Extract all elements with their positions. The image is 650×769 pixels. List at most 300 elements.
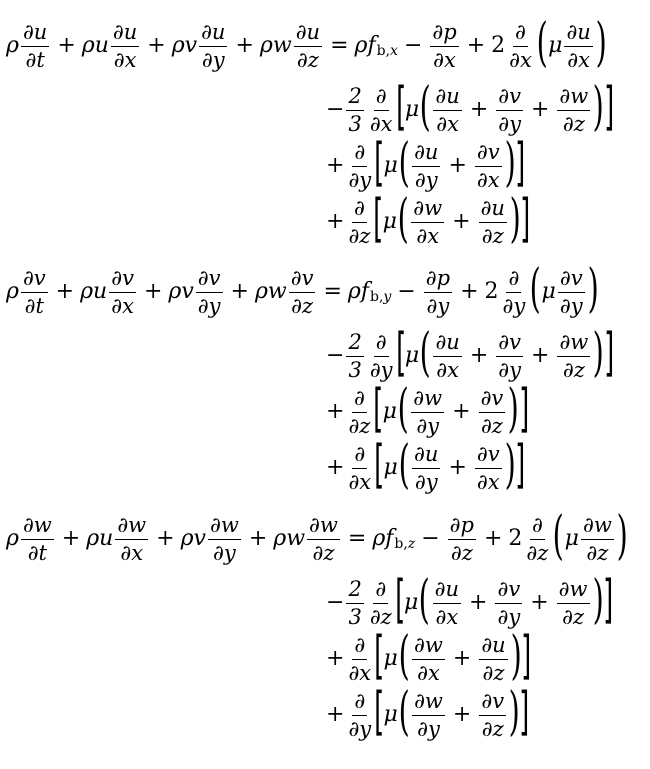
rho-symbol: ρ	[259, 33, 273, 58]
cross-term-a-numerator: ∂w	[411, 387, 444, 412]
pressure-gradient-denominator: ∂z	[450, 540, 473, 565]
subscript-b: b,	[376, 43, 391, 59]
div-term-v-denominator: ∂y	[498, 111, 521, 136]
cross-term-b-numerator: ∂u	[479, 197, 507, 222]
plus-sign: +	[326, 209, 345, 234]
lhs-derivative-numerator: ∂v	[21, 267, 48, 292]
cross-term-a-numerator: ∂w	[411, 197, 444, 222]
subscript-axis: y	[383, 289, 392, 305]
cross-term-a-numerator: ∂u	[412, 443, 440, 468]
body-force-f: f	[367, 33, 376, 58]
cross-term	[326, 682, 530, 745]
rho-symbol: ρ	[354, 33, 368, 58]
left-paren: (	[536, 13, 548, 73]
lhs-derivative-numerator: ∂u	[294, 21, 322, 46]
equation-u-line-1	[0, 13, 650, 76]
coefficient-two: 2	[491, 33, 506, 58]
plus-sign: +	[326, 455, 345, 480]
cross-outer-derivative-denominator: ∂y	[348, 716, 372, 741]
plus-sign: +	[326, 153, 345, 178]
div-term-u-denominator: ∂x	[436, 111, 459, 136]
right-paren: )	[507, 379, 520, 439]
cross-group	[374, 682, 530, 742]
viscous-main-group	[536, 13, 607, 73]
cross-outer-derivative	[346, 387, 372, 436]
equation-u-line-2	[0, 77, 650, 140]
left-bracket: [	[394, 570, 405, 630]
equals-sign: =	[330, 33, 349, 58]
left-paren: (	[529, 259, 541, 319]
right-bracket: ]	[521, 626, 532, 686]
equals-sign: =	[347, 526, 367, 551]
viscous-inner-derivative-numerator: ∂w	[581, 514, 614, 539]
cross-term-b-denominator: ∂z	[481, 223, 504, 248]
div-term-w-numerator: ∂w	[557, 331, 590, 356]
cross-term-b-numerator: ∂v	[475, 141, 502, 166]
plus-sign: +	[235, 33, 254, 58]
plus-sign: +	[326, 646, 345, 671]
rho-symbol: ρ	[168, 279, 182, 304]
mu-symbol: μ	[404, 590, 419, 615]
cross-term-a-numerator: ∂w	[412, 634, 445, 659]
right-bracket: ]	[519, 682, 530, 742]
div-term-v-numerator: ∂v	[496, 331, 523, 356]
viscous-inner-derivative	[558, 267, 585, 316]
viscous-outer-derivative-denominator: ∂y	[502, 293, 526, 318]
left-bracket: [	[395, 323, 406, 383]
lhs-derivative	[21, 21, 49, 70]
viscous-inner-derivative-denominator: ∂z	[586, 540, 609, 565]
lhs-derivative-numerator: ∂w	[21, 514, 54, 539]
lhs-derivative	[289, 267, 316, 316]
divergence-outer-derivative-denominator: ∂x	[369, 111, 393, 136]
div-term-w	[557, 578, 590, 627]
right-paren: )	[504, 435, 516, 495]
divergence-outer-derivative-numerator: ∂	[374, 85, 389, 110]
body-force-subscript	[394, 537, 415, 551]
rho-symbol: ρ	[81, 33, 95, 58]
lhs-derivative-denominator: ∂x	[111, 293, 134, 318]
rho-symbol: ρ	[254, 279, 268, 304]
div-term-v	[496, 331, 523, 380]
left-bracket: [	[374, 133, 385, 193]
left-bracket: [	[373, 189, 384, 249]
body-force-subscript	[370, 290, 391, 304]
cross-outer-derivative	[346, 443, 373, 492]
viscous-outer-derivative	[524, 514, 550, 563]
left-paren: (	[398, 626, 410, 686]
div-term-w	[557, 331, 590, 380]
left-bracket: [	[374, 435, 385, 495]
div-term-u	[433, 578, 461, 627]
lhs-derivative-numerator: ∂w	[307, 514, 340, 539]
right-paren: )	[616, 506, 628, 566]
lhs-derivative-numerator: ∂v	[109, 267, 136, 292]
cross-outer-derivative-denominator: ∂y	[348, 167, 372, 192]
cross-outer-derivative-numerator: ∂	[352, 634, 367, 659]
cross-outer-derivative	[346, 634, 373, 683]
div-term-u-denominator: ∂x	[436, 357, 459, 382]
cross-term-b-numerator: ∂v	[479, 690, 506, 715]
cross-term-b-numerator: ∂v	[475, 443, 502, 468]
cross-term-a-denominator: ∂y	[417, 716, 440, 741]
rho-symbol: ρ	[372, 526, 386, 551]
lhs-derivative-denominator: ∂x	[113, 47, 137, 72]
cross-term-b	[475, 141, 502, 190]
plus-sign: +	[326, 702, 345, 727]
plus-sign: +	[326, 399, 345, 424]
two-thirds	[346, 331, 363, 380]
two-thirds-numerator: 2	[346, 331, 363, 356]
lhs-derivative-denominator: ∂z	[296, 47, 319, 72]
velocity-coefficient: v	[193, 526, 206, 551]
two-thirds	[346, 578, 363, 627]
two-thirds-denominator: 3	[348, 604, 362, 629]
cross-outer-derivative-denominator: ∂z	[348, 413, 371, 438]
cross-term-a	[412, 690, 445, 739]
div-term-v	[496, 85, 523, 134]
divergence-group	[395, 323, 614, 383]
pressure-gradient-numerator: ∂p	[424, 267, 452, 292]
lhs-derivative	[111, 21, 139, 70]
coefficient-two: 2	[484, 279, 499, 304]
equation-u-line-3	[0, 133, 650, 196]
lhs-derivative	[199, 21, 227, 70]
viscous-outer-derivative	[507, 21, 534, 70]
equation-w-line-4	[0, 682, 650, 745]
cross-term-b-denominator: ∂z	[480, 413, 503, 438]
cross-group	[373, 379, 529, 439]
viscous-inner-derivative	[581, 514, 614, 563]
equation-v-line-2	[0, 323, 650, 386]
velocity-coefficient: v	[181, 279, 194, 304]
cross-term-b	[479, 197, 507, 246]
mu-symbol: μ	[564, 526, 579, 551]
right-paren: )	[592, 570, 604, 630]
right-paren: )	[587, 259, 599, 319]
div-term-w	[557, 85, 590, 134]
velocity-coefficient: u	[99, 526, 114, 551]
lhs-derivative-denominator: ∂x	[120, 540, 144, 565]
plus-sign: +	[483, 526, 503, 551]
cross-term-b-denominator: ∂z	[482, 660, 505, 685]
lhs-derivative-denominator: ∂t	[25, 47, 45, 72]
cross-term-a	[411, 197, 444, 246]
mu-symbol: μ	[383, 702, 398, 727]
cross-term-b-numerator: ∂v	[479, 387, 506, 412]
cross-term-a-denominator: ∂x	[416, 223, 440, 248]
minus-sign: −	[326, 97, 345, 122]
rho-symbol: ρ	[273, 526, 287, 551]
right-bracket: ]	[602, 570, 614, 630]
lhs-derivative-denominator: ∂z	[291, 293, 314, 318]
rho-symbol: ρ	[6, 526, 19, 551]
viscous-outer-derivative	[501, 267, 528, 316]
div-term-v-denominator: ∂y	[498, 357, 522, 382]
viscous-inner-derivative-numerator: ∂u	[564, 21, 592, 46]
rho-symbol: ρ	[86, 526, 100, 551]
div-term-v-numerator: ∂v	[495, 578, 522, 603]
coefficient-two: 2	[508, 526, 523, 551]
divergence-outer-derivative-denominator: ∂z	[369, 604, 392, 629]
left-paren: (	[398, 133, 410, 193]
minus-sign: −	[421, 526, 440, 551]
equation-w-line-1	[0, 506, 650, 569]
viscous-outer-derivative-denominator: ∂z	[526, 540, 549, 565]
viscous-outer-derivative-numerator: ∂	[506, 267, 521, 292]
pressure-gradient	[448, 514, 476, 563]
left-paren: (	[397, 189, 409, 249]
divergence-outer-derivative	[368, 331, 395, 380]
velocity-coefficient: w	[272, 33, 292, 58]
mu-symbol: μ	[383, 455, 398, 480]
right-bracket: ]	[515, 133, 526, 193]
rho-symbol: ρ	[180, 526, 194, 551]
pressure-gradient-denominator: ∂x	[433, 47, 456, 72]
div-term-u-numerator: ∂u	[433, 331, 461, 356]
minus-sign: −	[326, 343, 345, 368]
mu-symbol: μ	[404, 97, 420, 122]
lhs-derivative-denominator: ∂y	[197, 293, 221, 318]
body-force-f: f	[385, 526, 394, 551]
subscript-axis: x	[390, 43, 398, 59]
lhs-derivative-numerator: ∂w	[208, 514, 241, 539]
plus-sign: +	[452, 646, 472, 671]
plus-sign: +	[448, 153, 467, 178]
lhs-derivative	[21, 514, 54, 563]
viscous-outer-derivative-numerator: ∂	[530, 514, 545, 539]
plus-sign: +	[531, 343, 550, 368]
divergence-term	[326, 77, 614, 140]
viscous-inner-derivative-numerator: ∂v	[558, 267, 585, 292]
subscript-axis: z	[407, 536, 416, 552]
cross-group	[374, 626, 532, 686]
left-paren: (	[419, 77, 431, 137]
div-term-u	[433, 85, 461, 134]
right-paren: )	[504, 133, 516, 193]
viscous-main-group	[552, 506, 628, 566]
right-paren: )	[509, 189, 521, 249]
cross-term-a-numerator: ∂u	[412, 141, 440, 166]
divergence-term	[326, 323, 614, 386]
left-paren: (	[397, 379, 409, 439]
lhs-derivative-numerator: ∂v	[289, 267, 316, 292]
two-thirds-numerator: 2	[346, 578, 363, 603]
div-term-u-denominator: ∂x	[435, 604, 459, 629]
cross-group	[374, 133, 526, 193]
left-bracket: [	[395, 77, 406, 137]
equation-v-line-4	[0, 435, 650, 498]
cross-term	[326, 133, 526, 196]
plus-sign: +	[469, 343, 489, 368]
left-bracket: [	[373, 379, 384, 439]
left-paren: (	[398, 435, 410, 495]
plus-sign: +	[61, 526, 81, 551]
body-force-subscript	[377, 44, 398, 58]
cross-term-a	[412, 634, 445, 683]
velocity-coefficient: w	[286, 526, 306, 551]
plus-sign: +	[469, 590, 488, 615]
div-term-w-numerator: ∂w	[557, 85, 590, 110]
cross-group	[373, 189, 531, 249]
lhs-derivative	[208, 514, 241, 563]
cross-term-b-denominator: ∂z	[481, 716, 504, 741]
cross-term	[326, 379, 529, 442]
minus-sign: −	[326, 590, 345, 615]
lhs-derivative-denominator: ∂t	[27, 540, 48, 565]
minus-sign: −	[397, 279, 416, 304]
cross-term	[326, 435, 526, 498]
divergence-outer-derivative-numerator: ∂	[374, 331, 389, 356]
cross-term-a-denominator: ∂y	[414, 469, 438, 494]
right-bracket: ]	[520, 189, 531, 249]
right-paren: )	[595, 13, 607, 73]
cross-outer-derivative-numerator: ∂	[352, 197, 367, 222]
mu-symbol: μ	[383, 153, 398, 178]
div-term-u-numerator: ∂u	[433, 578, 461, 603]
cross-term-b-denominator: ∂x	[476, 167, 500, 192]
plus-sign: +	[57, 33, 76, 58]
cross-term-a-denominator: ∂y	[414, 167, 438, 192]
lhs-w	[6, 506, 628, 569]
divergence-outer-derivative-denominator: ∂y	[369, 357, 393, 382]
cross-outer-derivative-numerator: ∂	[352, 387, 367, 412]
plus-sign: +	[530, 97, 550, 122]
rho-symbol: ρ	[171, 33, 185, 58]
plus-sign: +	[460, 279, 479, 304]
cross-term-b-numerator: ∂u	[479, 634, 507, 659]
velocity-coefficient: v	[184, 33, 198, 58]
div-term-w-denominator: ∂z	[562, 604, 585, 629]
plus-sign: +	[143, 279, 163, 304]
lhs-derivative-numerator: ∂u	[111, 21, 139, 46]
cross-term-b	[479, 690, 506, 739]
left-paren: (	[552, 506, 565, 566]
body-force-f: f	[360, 279, 369, 304]
plus-sign: +	[147, 33, 166, 58]
mu-symbol: μ	[548, 33, 563, 58]
lhs-derivative-numerator: ∂v	[196, 267, 223, 292]
subscript-b: b,	[369, 289, 384, 305]
right-bracket: ]	[518, 379, 529, 439]
lhs-derivative	[307, 514, 340, 563]
cross-outer-derivative	[346, 197, 372, 246]
plus-sign: +	[452, 399, 471, 424]
cross-term-a	[412, 443, 440, 492]
mu-symbol: μ	[382, 399, 397, 424]
velocity-coefficient: u	[94, 33, 109, 58]
lhs-derivative	[196, 267, 223, 316]
lhs-derivative	[294, 21, 322, 70]
divergence-outer-derivative	[368, 85, 395, 134]
pressure-gradient-numerator: ∂p	[448, 514, 476, 539]
cross-term-a-denominator: ∂x	[417, 660, 440, 685]
cross-term-a-denominator: ∂y	[416, 413, 440, 438]
plus-sign: +	[156, 526, 175, 551]
lhs-derivative-numerator: ∂u	[21, 21, 49, 46]
cross-term-a	[412, 141, 440, 190]
left-paren: (	[419, 323, 431, 383]
div-term-w-denominator: ∂z	[562, 111, 585, 136]
left-paren: (	[418, 570, 431, 630]
divergence-outer-derivative	[368, 578, 394, 627]
lhs-derivative-denominator: ∂t	[24, 293, 44, 318]
lhs-derivative	[21, 267, 48, 316]
plus-sign: +	[530, 590, 549, 615]
right-paren: )	[510, 626, 522, 686]
cross-group	[374, 435, 526, 495]
plus-sign: +	[230, 279, 249, 304]
cross-outer-derivative-denominator: ∂z	[348, 223, 371, 248]
lhs-derivative-numerator: ∂u	[199, 21, 227, 46]
plus-sign: +	[466, 33, 486, 58]
cross-outer-derivative-numerator: ∂	[352, 141, 367, 166]
pressure-gradient	[424, 267, 452, 316]
right-bracket: ]	[514, 435, 526, 495]
equation-w-line-2	[0, 570, 650, 633]
plus-sign: +	[452, 209, 471, 234]
two-thirds-denominator: 3	[348, 111, 362, 136]
pressure-gradient	[430, 21, 458, 70]
lhs-derivative-denominator: ∂y	[201, 47, 225, 72]
pressure-gradient-numerator: ∂p	[430, 21, 458, 46]
lhs-v	[6, 259, 599, 322]
lhs-derivative	[115, 514, 148, 563]
plus-sign: +	[55, 279, 75, 304]
lhs-derivative-numerator: ∂w	[115, 514, 148, 539]
subscript-b: b,	[394, 536, 408, 552]
div-term-u	[433, 331, 461, 380]
plus-sign: +	[452, 702, 472, 727]
mu-symbol: μ	[383, 646, 398, 671]
rho-symbol: ρ	[80, 279, 94, 304]
divergence-group	[395, 77, 614, 137]
equation-v-line-1	[0, 259, 650, 322]
equation-v-line-3	[0, 379, 650, 442]
cross-term	[326, 626, 532, 689]
cross-outer-derivative	[346, 690, 373, 739]
equation-u-line-4	[0, 189, 650, 252]
cross-outer-derivative-numerator: ∂	[352, 443, 367, 468]
div-term-u-numerator: ∂u	[433, 85, 461, 110]
right-paren: )	[508, 682, 520, 742]
cross-outer-derivative	[346, 141, 373, 190]
rho-symbol: ρ	[6, 33, 19, 58]
cross-term-a	[411, 387, 444, 436]
viscous-inner-derivative-denominator: ∂y	[559, 293, 583, 318]
plus-sign: +	[469, 97, 489, 122]
plus-sign: +	[248, 526, 268, 551]
left-bracket: [	[374, 626, 385, 686]
divergence-outer-derivative-numerator: ∂	[373, 578, 388, 603]
viscous-outer-derivative-numerator: ∂	[513, 21, 528, 46]
right-bracket: ]	[603, 323, 614, 383]
viscous-main-group	[529, 259, 599, 319]
div-term-w-denominator: ∂z	[562, 357, 585, 382]
mu-symbol: μ	[404, 343, 420, 368]
equation-w-line-3	[0, 626, 650, 689]
rho-symbol: ρ	[347, 279, 361, 304]
div-term-w-numerator: ∂w	[557, 578, 590, 603]
cross-term-b	[475, 443, 502, 492]
div-term-v-denominator: ∂y	[497, 604, 521, 629]
two-thirds-numerator: 2	[346, 85, 363, 110]
left-bracket: [	[374, 682, 385, 742]
rho-symbol: ρ	[6, 279, 19, 304]
div-term-v-numerator: ∂v	[496, 85, 523, 110]
lhs-derivative-denominator: ∂y	[213, 540, 236, 565]
cross-outer-derivative-denominator: ∂x	[348, 660, 372, 685]
